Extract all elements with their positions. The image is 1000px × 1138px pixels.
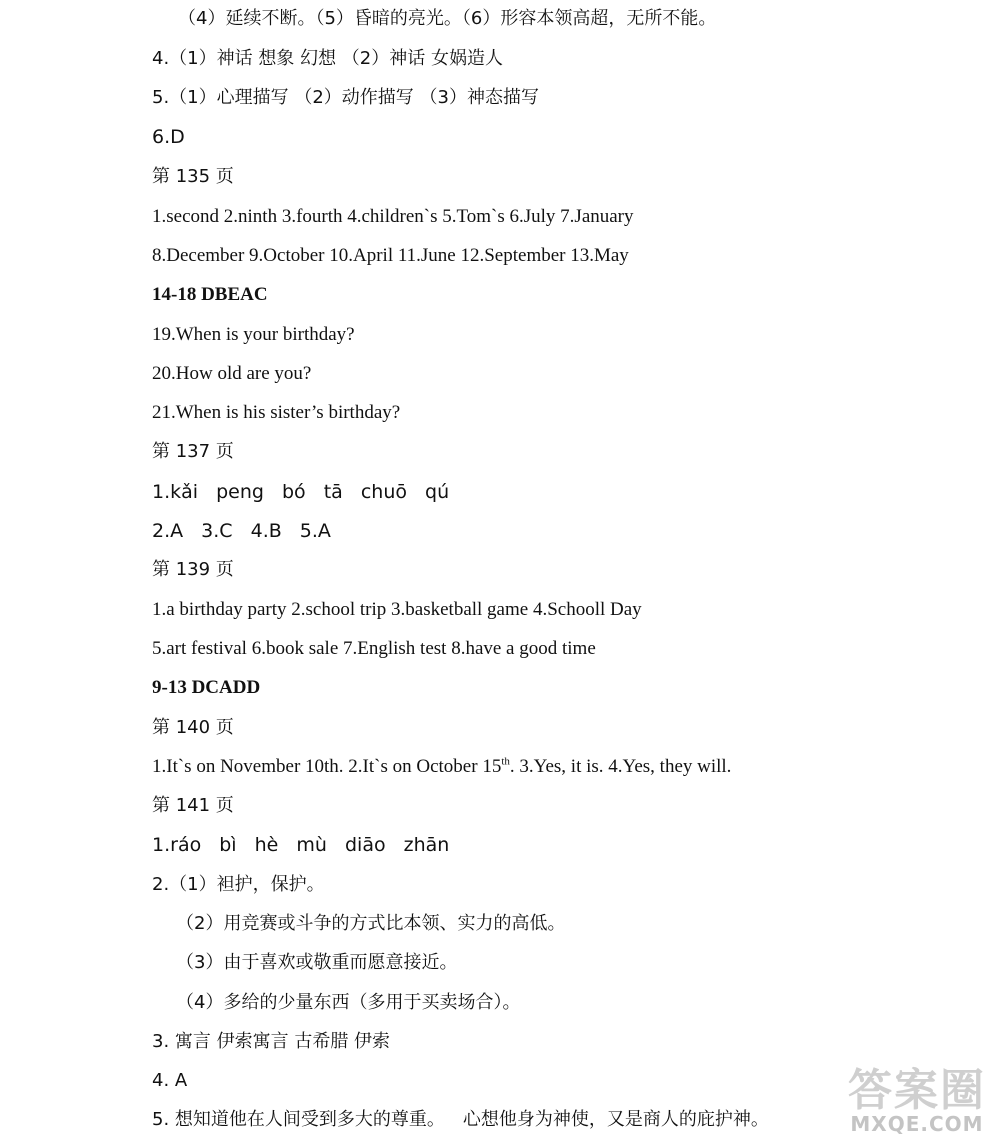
page-heading: 第 137 页 (152, 441, 234, 462)
answer-line: （2）用竞赛或斗争的方式比本领、实力的高低。 (176, 913, 566, 934)
watermark-url: MXQE.COM (850, 1112, 984, 1136)
page-heading: 第 139 页 (152, 559, 234, 580)
answer-line: 1.ráo bì hè mù diāo zhān (152, 834, 450, 856)
answer-line: 2.（1）袒护，保护。 (152, 874, 325, 895)
page-heading: 第 141 页 (152, 795, 234, 816)
answer-line: 21.When is his sister’s birthday? (152, 402, 401, 423)
watermark-logo (848, 1065, 986, 1136)
superscript: th (501, 755, 510, 768)
answer-line: 1.a birthday party 2.school trip 3.basketball game 4.Schooll Day (152, 599, 642, 620)
watermark-text: 答案圈 (848, 1065, 986, 1116)
page-heading: 第 135 页 (152, 166, 234, 187)
answer-line: 3. 寓言 伊索寓言 古希腊 伊索 (152, 1031, 391, 1052)
answer-line: 1.second 2.ninth 3.fourth 4.children`s 5.Tom`s 6.July 7.January (152, 206, 634, 227)
answer-text: . 3.Yes, it is. 4.Yes, they will. (509, 756, 732, 777)
page-heading: 第 140 页 (152, 717, 234, 738)
answer-line: 20.How old are you? (152, 363, 312, 384)
answer-line: 9-13 DCADD (152, 677, 261, 698)
answer-line (152, 755, 731, 779)
answer-line: 19.When is your birthday? (152, 324, 355, 345)
answer-line: 8.December 9.October 10.April 11.June 12.September 13.May (152, 245, 629, 266)
answer-text: 5. 想知道他在人间受到多大的尊重。 (152, 1109, 445, 1130)
answer-line (152, 1108, 769, 1132)
answer-line: （4）延续不断。（5）昏暗的亮光。（6）形容本领高超，无所不能。 (178, 8, 717, 29)
answer-line: （3）由于喜欢或敬重而愿意接近。 (176, 952, 458, 973)
answer-line: 14-18 DBEAC (152, 284, 268, 305)
answer-line: 4. A (152, 1070, 188, 1091)
answer-text: 1.It`s on November 10th. 2.It`s on October 15 (152, 756, 502, 777)
answer-line: 6.D (152, 126, 185, 148)
answer-line: 4.（1）神话 想象 幻想 （2）神话 女娲造人 (152, 48, 503, 69)
answer-line: 5.art festival 6.book sale 7.English test 8.have a good time (152, 638, 596, 659)
answer-line: 2.A 3.C 4.B 5.A (152, 520, 331, 542)
answer-line: 5.（1）心理描写 （2）动作描写 （3）神态描写 (152, 87, 539, 108)
answer-line: 1.kǎi peng bó tā chuō qú (152, 481, 450, 503)
answer-text: 心想他身为神使，又是商人的庇护神。 (462, 1109, 769, 1130)
answer-line: （4）多给的少量东西（多用于买卖场合）。 (176, 992, 521, 1013)
